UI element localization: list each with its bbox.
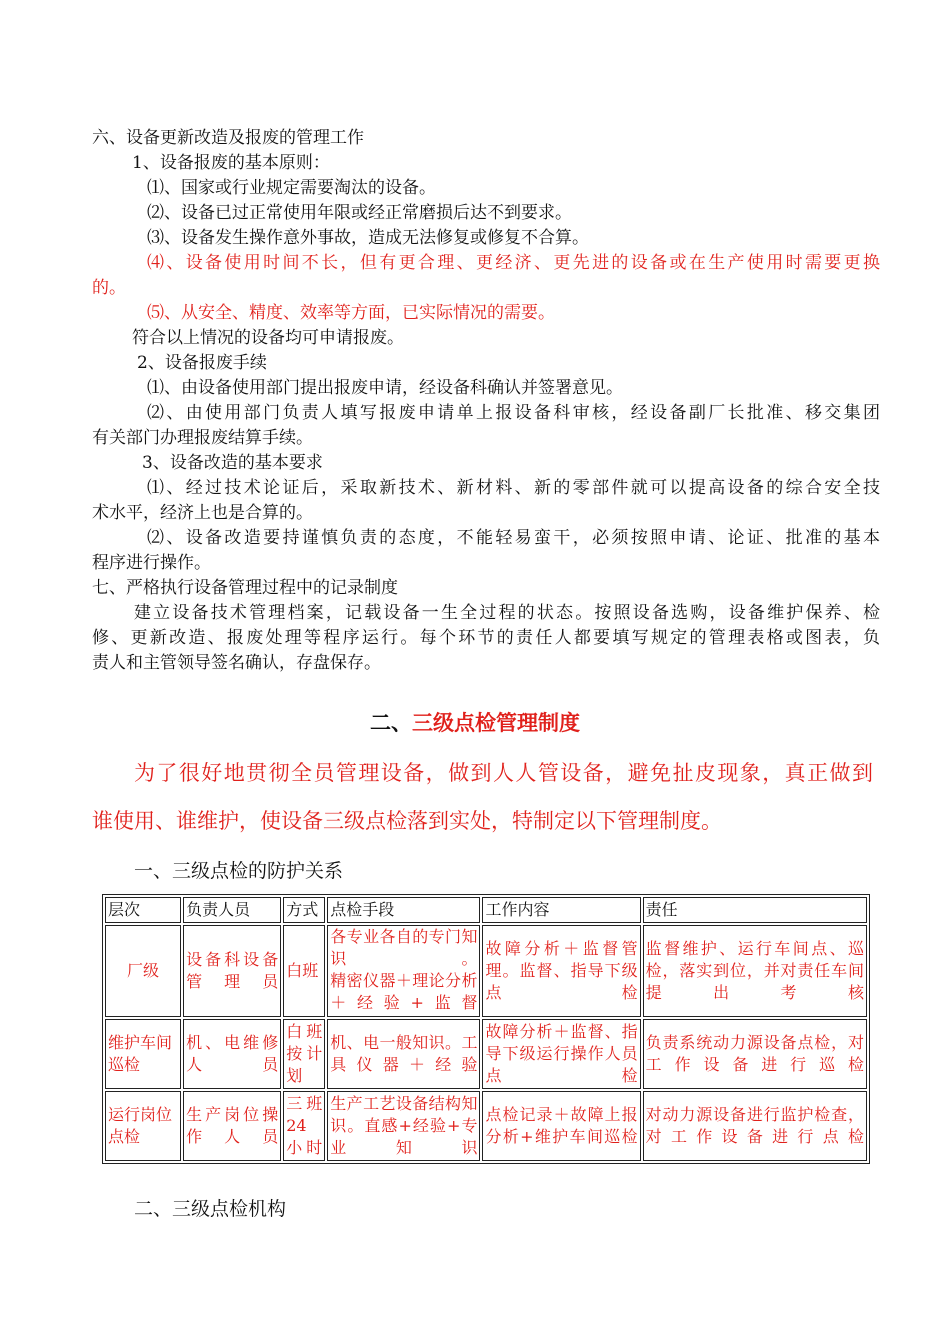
cell-means (327, 1091, 480, 1161)
cell-level: 运行岗位点检 (105, 1091, 181, 1161)
means-line: 精密仪器＋理论分析＋经验+监督 (330, 971, 478, 1012)
list-item-highlighted-continuation: 的。 (92, 278, 126, 298)
cell-person: 设备科设备管理员 (183, 925, 281, 1017)
list-item-highlighted: ⑸、从安全、精度、效率等方面，已实际情况的需要。 (147, 303, 555, 323)
section-heading-7: 七、严格执行设备管理过程中的记录制度 (92, 578, 398, 598)
cell-duty: 对动力源设备进行监护检查，对工作设备进行点检 (643, 1091, 867, 1161)
title-main: 三级点检管理制度 (412, 710, 580, 735)
list-item: ⑴、国家或行业规定需要淘汰的设备。 (147, 178, 436, 198)
table-row (105, 925, 867, 1017)
header-cell: 负责人员 (183, 897, 281, 923)
cell-duty: 监督维护、运行车间点、巡检，落实到位，并对责任车间提出考核 (643, 925, 867, 1017)
cell-work: 点检记录＋故障上报分析+维护车间巡检 (482, 1091, 640, 1161)
list-item-highlighted: ⑷、设备使用时间不长，但有更合理、更经济、更先进的设备或在生产使用时需要更换 (147, 253, 880, 273)
title-prefix: 二、 (370, 710, 412, 735)
cell-duty: 负责系统动力源设备点检，对工作设备进行巡检 (643, 1019, 867, 1089)
intro-paragraph-continuation: 谁使用、谁维护，使设备三级点检落到实处，特制定以下管理制度。 (92, 809, 722, 833)
cell-person: 机、电维修人员 (183, 1019, 281, 1089)
cell-mode: 白班按计划 (283, 1019, 325, 1089)
paragraph: 责人和主管领导签名确认，存盘保存。 (92, 653, 381, 673)
list-item-continuation: 程序进行操作。 (92, 553, 211, 573)
header-cell: 方式 (283, 897, 325, 923)
cell-person: 生产岗位操作人员 (183, 1091, 281, 1161)
cell-work: 故障分析＋监督管理。监督、指导下级点检 (482, 925, 640, 1017)
list-item: ⑵、由使用部门负责人填写报废申请单上报设备科审核，经设备副厂长批准、移交集团 (147, 403, 880, 423)
list-item: ⑴、经过技术论证后，采取新技术、新材料、新的零部件就可以提高设备的综合安全技 (147, 478, 880, 498)
subheading-scrap-principles: 1、设备报废的基本原则： (132, 153, 330, 173)
cell-level: 维护车间巡检 (105, 1019, 181, 1089)
table-row (105, 1019, 867, 1089)
table-header-row (105, 897, 867, 923)
paragraph: 建立设备技术管理档案，记载设备一生全过程的状态。按照设备选购，设备维护保养、检 (134, 603, 880, 623)
means-line: 机、电一般知识。工具仪器＋经验 (330, 1033, 478, 1074)
subheading-retrofit-requirements: 3、设备改造的基本要求 (142, 453, 323, 473)
subheading-protection-relation: 一、三级点检的防护关系 (134, 860, 344, 882)
header-cell: 工作内容 (482, 897, 640, 923)
list-item: ⑵、设备改造要持谨慎负责的态度，不能轻易蛮干，必须按照申请、论证、批准的基本 (147, 528, 880, 548)
paragraph: 修、更新改造、报废处理等程序运行。每个环节的责任人都要填写规定的管理表格或图表，负 (92, 628, 880, 648)
table-row (105, 1091, 867, 1161)
means-line: 生产工艺设备结构知识。直感+经验+专业知识 (330, 1094, 478, 1157)
cell-level: 厂级 (105, 925, 181, 1017)
header-cell: 责任 (643, 897, 867, 923)
subheading-inspection-organization: 二、三级点检机构 (134, 1198, 287, 1220)
section-heading-6: 六、设备更新改造及报废的管理工作 (92, 128, 364, 148)
cell-work: 故障分析＋监督、指导下级运行操作人员点检 (482, 1019, 640, 1089)
list-item-continuation: 术水平，经济上也是合算的。 (92, 503, 313, 523)
cell-means (327, 1019, 480, 1089)
paragraph: 符合以上情况的设备均可申请报废。 (132, 328, 404, 348)
cell-means (327, 925, 480, 1017)
list-item: ⑴、由设备使用部门提出报废申请，经设备科确认并签署意见。 (147, 378, 623, 398)
list-item-continuation: 有关部门办理报废结算手续。 (92, 428, 313, 448)
cell-mode: 三班24小时 (283, 1091, 325, 1161)
subheading-scrap-procedure: 2、设备报废手续 (137, 353, 267, 373)
header-cell: 点检手段 (327, 897, 480, 923)
list-item: ⑵、设备已过正常使用年限或经正常磨损后达不到要求。 (147, 203, 572, 223)
means-line: 各专业各自的专门知识。 (330, 927, 478, 968)
page-title (0, 708, 950, 738)
intro-paragraph: 为了很好地贯彻全员管理设备，做到人人管设备，避免扯皮现象，真正做到 (134, 761, 873, 785)
cell-mode: 白班 (283, 925, 325, 1017)
inspection-table (102, 894, 870, 1164)
header-cell: 层次 (105, 897, 181, 923)
list-item: ⑶、设备发生操作意外事故，造成无法修复或修复不合算。 (147, 228, 589, 248)
